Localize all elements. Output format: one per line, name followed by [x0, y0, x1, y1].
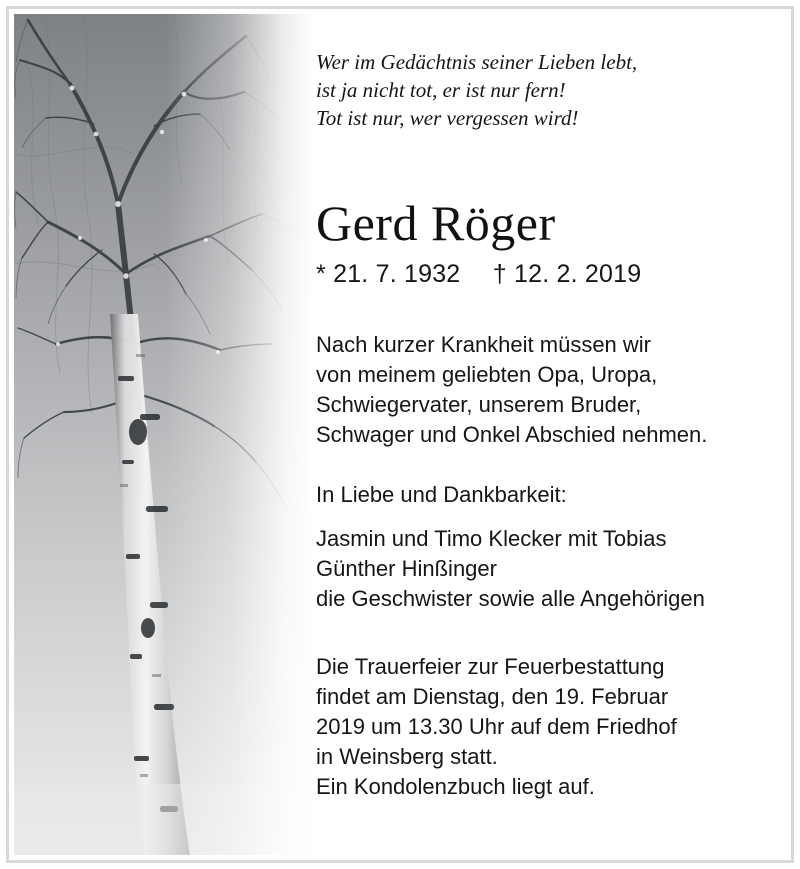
mourner-line: Günther Hinßinger [316, 556, 497, 581]
funeral-line: Ein Kondolenzbuch liegt auf. [316, 774, 595, 799]
verse-line: Wer im Gedächtnis seiner Lieben lebt, [316, 50, 638, 74]
verse-line: Tot ist nur, wer vergessen wird! [316, 106, 579, 130]
announcement-line: Schwager und Onkel Abschied nehmen. [316, 422, 708, 447]
closing-intro: In Liebe und Dankbarkeit: [316, 482, 567, 507]
announcement-line: von meinem geliebten Opa, Uropa, [316, 362, 658, 387]
announcement-line: Schwiegervater, unserem Bruder, [316, 392, 642, 417]
funeral-line: findet am Dienstag, den 19. Februar [316, 684, 669, 709]
notice-text-column [314, 14, 786, 855]
memorial-verse [316, 48, 776, 132]
announcement-line: Nach kurzer Krankheit müssen wir [316, 332, 652, 357]
verse-line: ist ja nicht tot, er ist nur fern! [316, 78, 566, 102]
funeral-line: 2019 um 13.30 Uhr auf dem Friedhof [316, 714, 677, 739]
birth-date: 21. 7. 1932 [333, 260, 461, 288]
funeral-information [316, 652, 776, 802]
notice-card [14, 14, 786, 855]
winter-birch-tree-photo [14, 14, 314, 855]
birth-symbol: * [316, 260, 326, 288]
cross-symbol: † [492, 260, 507, 288]
funeral-line: in Weinsberg statt. [316, 744, 498, 769]
announcement-text [316, 330, 776, 450]
deceased-name: Gerd Röger [316, 195, 556, 251]
mourner-line: die Geschwister sowie alle Angehörigen [316, 586, 705, 611]
funeral-line: Die Trauerfeier zur Feuerbestattung [316, 654, 665, 679]
death-date: 12. 2. 2019 [513, 260, 642, 288]
life-dates [316, 258, 776, 290]
mourner-line: Jasmin und Timo Klecker mit Tobias [316, 526, 667, 551]
mourners-section [316, 480, 776, 614]
